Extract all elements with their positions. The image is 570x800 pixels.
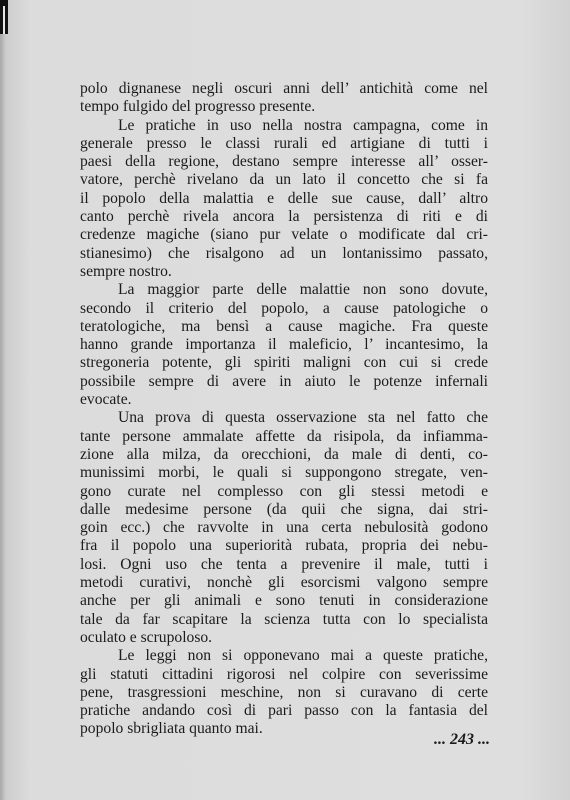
text-line: canto perchè rivela ancora la persistenza di riti e di bbox=[80, 208, 488, 226]
text-line: Le pratiche in uso nella nostra campagna, come in bbox=[118, 116, 488, 134]
paragraph bbox=[80, 117, 488, 282]
text-line: stianesimo) che risalgono ad un lontanissimo passato, bbox=[80, 244, 488, 262]
text-line: munissimi morbi, le quali si suppongono stregate, ven- bbox=[80, 464, 488, 482]
text-line: hanno grande importanza il maleficio, l’ incantesimo, la bbox=[80, 336, 488, 354]
text-line: oculato e scrupoloso. bbox=[80, 628, 213, 646]
scan-edge-mark bbox=[0, 0, 8, 34]
text-line: zione alla milza, da orecchioni, da male di denti, co- bbox=[80, 445, 488, 463]
text-line: vatore, perchè rivelano da un lato il concetto che si fa bbox=[80, 171, 488, 189]
text-line: Una prova di questa osservazione sta nel fatto che bbox=[118, 409, 488, 427]
page-gutter-shadow bbox=[0, 0, 6, 800]
page-number: ... 243 ... bbox=[434, 731, 490, 748]
text-line: polo dignanese negli oscuri anni dell’ antichità come nel bbox=[80, 80, 488, 97]
paragraph bbox=[80, 80, 488, 117]
text-line: generale presso le classi rurali ed artigiane di tutti i bbox=[80, 134, 488, 152]
text-line: gli statuti cittadini rigorosi nel colpire con severissime bbox=[80, 665, 488, 683]
text-line: il popolo della malattia e delle sue cause, dall’ altro bbox=[80, 189, 488, 207]
text-line: anche per gli animali e sono tenuti in considerazione bbox=[80, 592, 488, 610]
text-line: credenze magiche (siano pur velate o modificate dal cri- bbox=[80, 226, 488, 244]
text-line: gono curate nel complesso con gli stessi metodi e bbox=[80, 482, 488, 500]
text-line: goin ecc.) che ravvolte in una certa nebulosità godono bbox=[80, 519, 488, 537]
text-line: tante persone ammalate affette da risipola, da infiamma- bbox=[80, 427, 488, 445]
text-line: evocate. bbox=[80, 391, 132, 409]
text-line: secondo il criterio del popolo, a cause patologiche o bbox=[80, 299, 488, 317]
paragraph bbox=[80, 409, 488, 647]
text-line: popolo sbrigliata quanto mai. bbox=[80, 720, 263, 738]
text-line: stregoneria potente, gli spiriti maligni con cui si crede bbox=[80, 354, 488, 372]
text-line: fra il popolo una superiorità rubata, propria dei nebu- bbox=[80, 537, 488, 555]
text-line: teratologiche, ma bensì a cause magiche. Fra queste bbox=[80, 317, 488, 335]
text-line: tale da far scapitare la scienza tutta con lo specialista bbox=[80, 610, 488, 628]
text-line: metodi curativi, nonchè gli esorcismi valgono sempre bbox=[80, 574, 488, 592]
text-line: pene, trasgressioni meschine, non si curavano di certe bbox=[80, 683, 488, 701]
text-line: La maggior parte delle malattie non sono dovute, bbox=[118, 281, 488, 299]
text-line: tempo fulgido del progresso presente. bbox=[80, 98, 316, 116]
text-line: pratiche andando così di pari passo con la fantasia del bbox=[80, 702, 488, 720]
paragraph bbox=[80, 647, 488, 738]
body-text bbox=[80, 80, 488, 739]
text-line: Le leggi non si opponevano mai a queste pratiche, bbox=[118, 647, 488, 665]
text-line: paesi della regione, destano sempre interesse all’ osser- bbox=[80, 153, 488, 171]
text-line: dalle medesime persone (da quii che signa, dai stri- bbox=[80, 500, 488, 518]
text-line: possibile sempre di avere in aiuto le potenze infernali bbox=[80, 372, 488, 390]
paragraph bbox=[80, 281, 488, 409]
text-line: sempre nostro. bbox=[80, 262, 172, 280]
text-line: losi. Ogni uso che tenta a prevenire il male, tutti i bbox=[80, 555, 488, 573]
